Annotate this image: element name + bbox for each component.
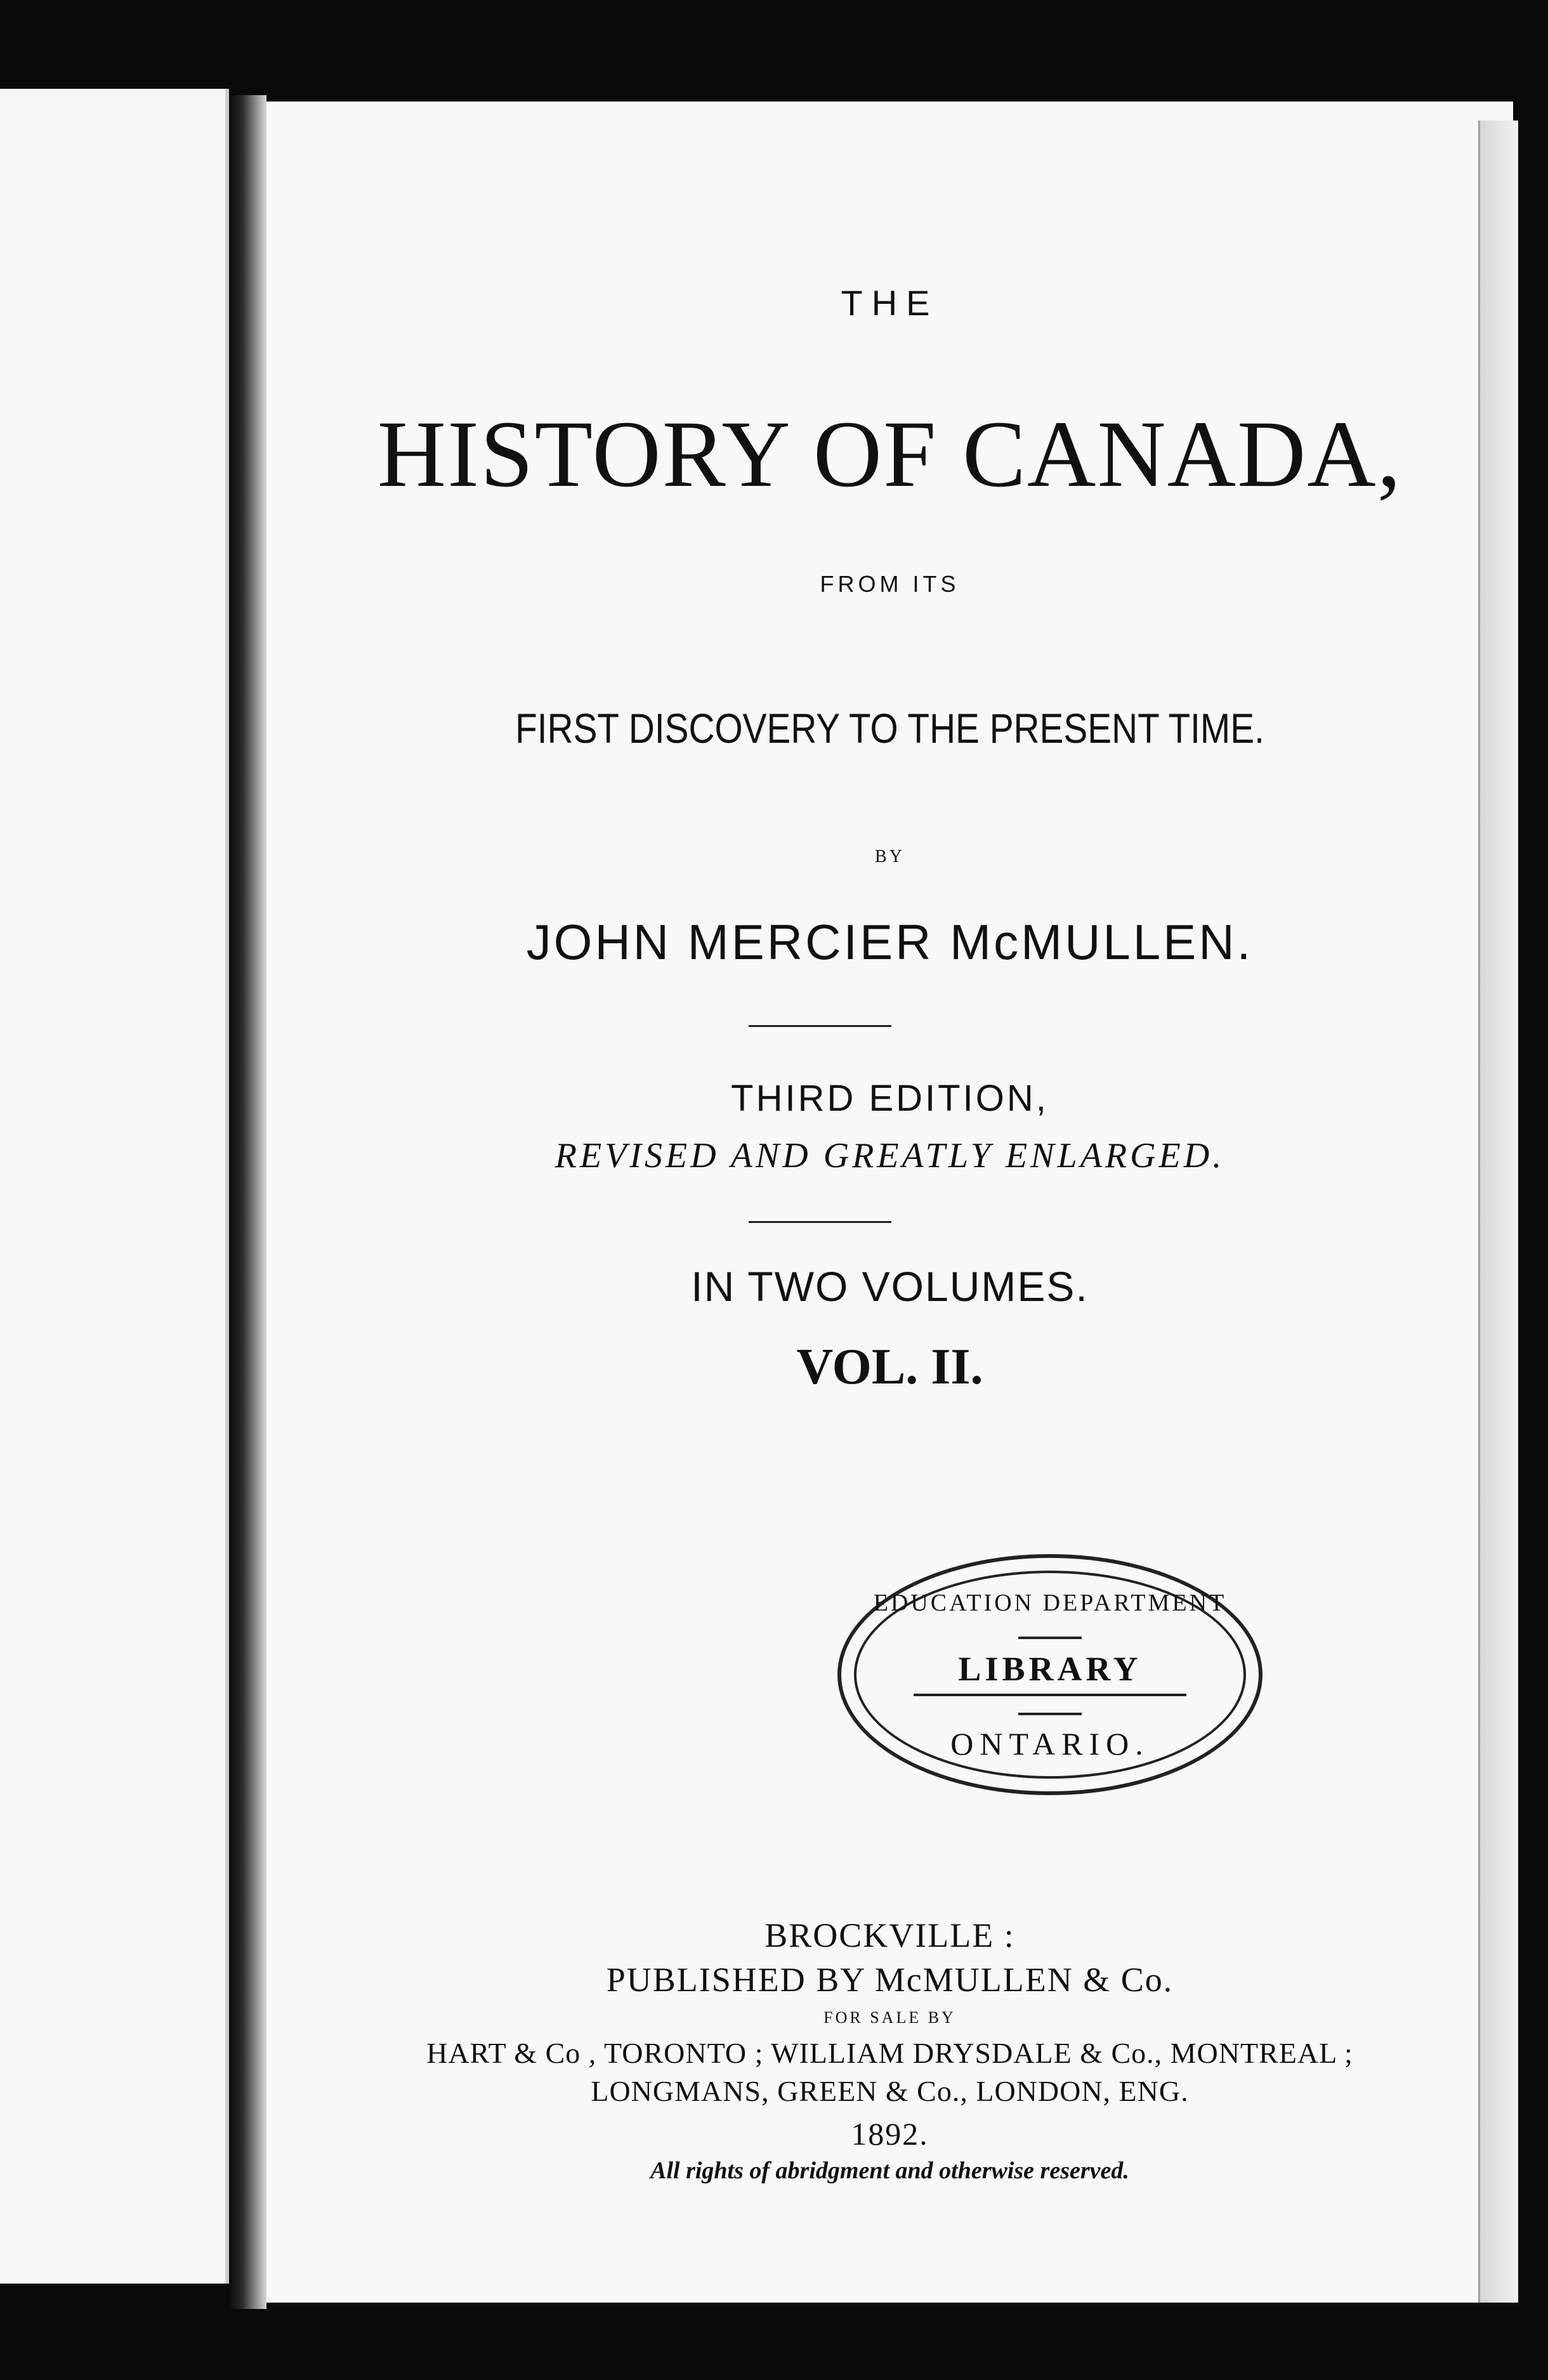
author: JOHN MERCIER McMULLEN. <box>526 914 1254 970</box>
imprint-sellers-2: LONGMANS, GREEN & Co., LONDON, ENG. <box>591 2075 1189 2107</box>
from-its: FROM ITS <box>820 571 960 597</box>
stamp-center-text: LIBRARY <box>958 1650 1142 1688</box>
main-title: HISTORY OF CANADA, <box>377 402 1403 507</box>
divider-rule-1 <box>749 1025 891 1027</box>
stamp-bottom-text: ONTARIO. <box>950 1726 1150 1762</box>
page-edge <box>1478 121 1518 2303</box>
facing-page <box>0 89 229 2284</box>
by-label: BY <box>875 847 905 866</box>
imprint-year: 1892. <box>851 2116 929 2152</box>
imprint-publisher: PUBLISHED BY McMULLEN & Co. <box>606 1961 1174 1999</box>
stamp-dash-bottom <box>1018 1713 1082 1715</box>
revision: REVISED AND GREATLY ENLARGED. <box>554 1136 1225 1175</box>
stamp-underline <box>914 1694 1186 1696</box>
volume-number: VOL. II. <box>796 1339 983 1395</box>
rights-notice: All rights of abridgment and otherwise reserved. <box>650 2157 1129 2184</box>
title-the: THE <box>841 283 939 323</box>
edition: THIRD EDITION, <box>731 1078 1049 1119</box>
imprint-for-sale: FOR SALE BY <box>823 2008 956 2027</box>
stamp-top-text: EDUCATION DEPARTMENT <box>873 1590 1227 1616</box>
book-spine <box>230 95 266 2309</box>
title-page <box>266 101 1513 2303</box>
imprint-sellers-1: HART & Co , TORONTO ; WILLIAM DRYSDALE & Co., MONTREAL ; <box>426 2037 1353 2069</box>
stamp-dash-top <box>1018 1637 1082 1639</box>
subtitle: FIRST DISCOVERY TO THE PRESENT TIME. <box>515 705 1264 752</box>
divider-rule-2 <box>749 1221 891 1223</box>
library-stamp <box>837 1554 1263 1795</box>
imprint-city: BROCKVILLE : <box>764 1916 1015 1954</box>
volumes-note: IN TWO VOLUMES. <box>691 1263 1089 1310</box>
